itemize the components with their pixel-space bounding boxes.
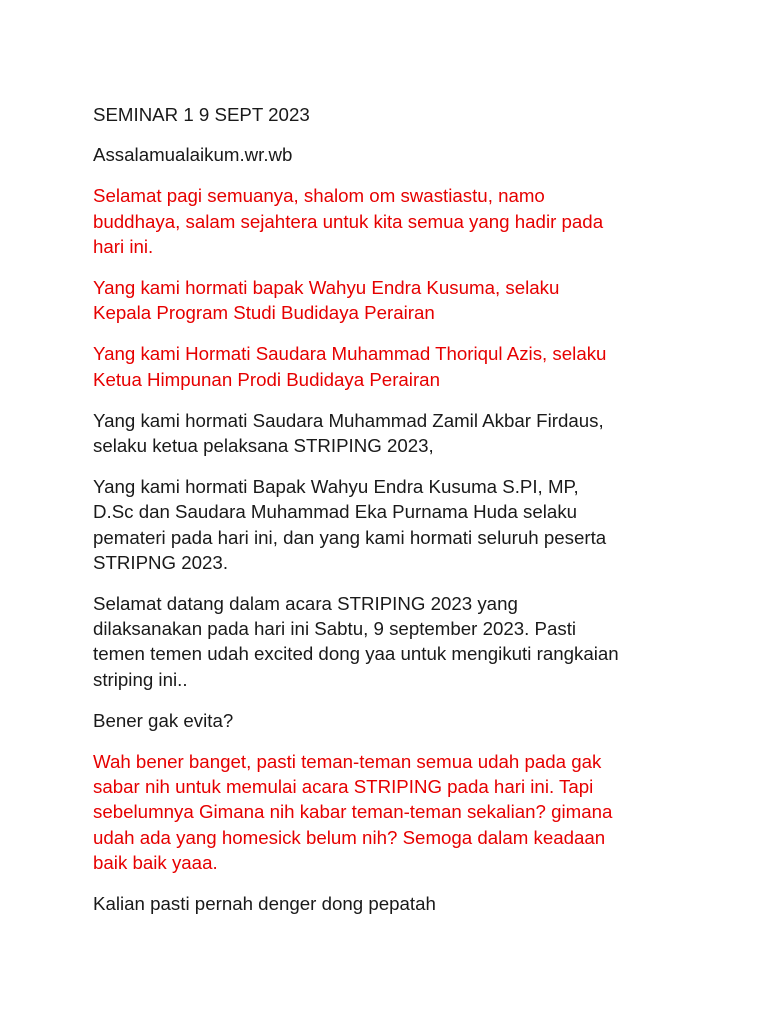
- honorific-paragraph: [93, 474, 693, 575]
- honorific-paragraph: [93, 341, 693, 391]
- text-line: udah ada yang homesick belum nih? Semoga dalam keadaan: [93, 826, 606, 848]
- text-line: Assalamualaikum.wr.wb: [93, 144, 293, 166]
- text-line: hari ini.: [93, 235, 154, 257]
- text-line: Selamat pagi semuanya, shalom om swastiastu, namo: [93, 185, 545, 207]
- text-line: baik baik yaaa.: [93, 851, 218, 873]
- text-line: Kalian pasti pernah denger dong pepatah: [93, 893, 436, 915]
- question-paragraph: [93, 708, 693, 733]
- honorific-paragraph: [93, 275, 693, 325]
- honorific-paragraph: [93, 408, 693, 458]
- text-line: Yang kami Hormati Saudara Muhammad Thoriqul Azis, selaku: [93, 343, 607, 365]
- text-line: Yang kami hormati bapak Wahyu Endra Kusuma, selaku: [93, 277, 560, 299]
- opening-greeting-paragraph: [93, 183, 693, 259]
- text-line: temen temen udah excited dong yaa untuk mengikuti rangkaian: [93, 643, 619, 665]
- text-line: Ketua Himpunan Prodi Budidaya Perairan: [93, 368, 440, 390]
- text-line: Kepala Program Studi Budidaya Perairan: [93, 302, 435, 324]
- text-line: D.Sc dan Saudara Muhammad Eka Purnama Huda selaku: [93, 501, 578, 523]
- text-line: Yang kami hormati Bapak Wahyu Endra Kusuma S.PI, MP,: [93, 476, 579, 498]
- text-line: SEMINAR 1 9 SEPT 2023: [93, 104, 310, 125]
- text-line: buddhaya, salam sejahtera untuk kita semua yang hadir pada: [93, 210, 604, 232]
- text-line: STRIPNG 2023.: [93, 551, 229, 573]
- greeting-paragraph: [93, 142, 693, 167]
- welcome-paragraph: [93, 591, 693, 692]
- text-line: striping ini..: [93, 668, 188, 690]
- text-line: dilaksanakan pada hari ini Sabtu, 9 september 2023. Pasti: [93, 618, 577, 640]
- text-line: Selamat datang dalam acara STRIPING 2023 yang: [93, 593, 518, 615]
- text-line: sebelumnya Gimana nih kabar teman-teman sekalian? gimana: [93, 801, 613, 823]
- text-line: pemateri pada hari ini, dan yang kami hormati seluruh peserta: [93, 526, 607, 548]
- document-title: [93, 102, 693, 127]
- closing-paragraph: [93, 891, 693, 916]
- text-line: selaku ketua pelaksana STRIPING 2023,: [93, 435, 434, 457]
- response-paragraph: [93, 749, 693, 875]
- text-line: Bener gak evita?: [93, 709, 234, 731]
- text-line: Yang kami hormati Saudara Muhammad Zamil Akbar Firdaus,: [93, 409, 604, 431]
- text-line: sabar nih untuk memulai acara STRIPING pada hari ini. Tapi: [93, 776, 594, 798]
- document-page: [93, 102, 693, 932]
- text-line: Wah bener banget, pasti teman-teman semua udah pada gak: [93, 751, 602, 773]
